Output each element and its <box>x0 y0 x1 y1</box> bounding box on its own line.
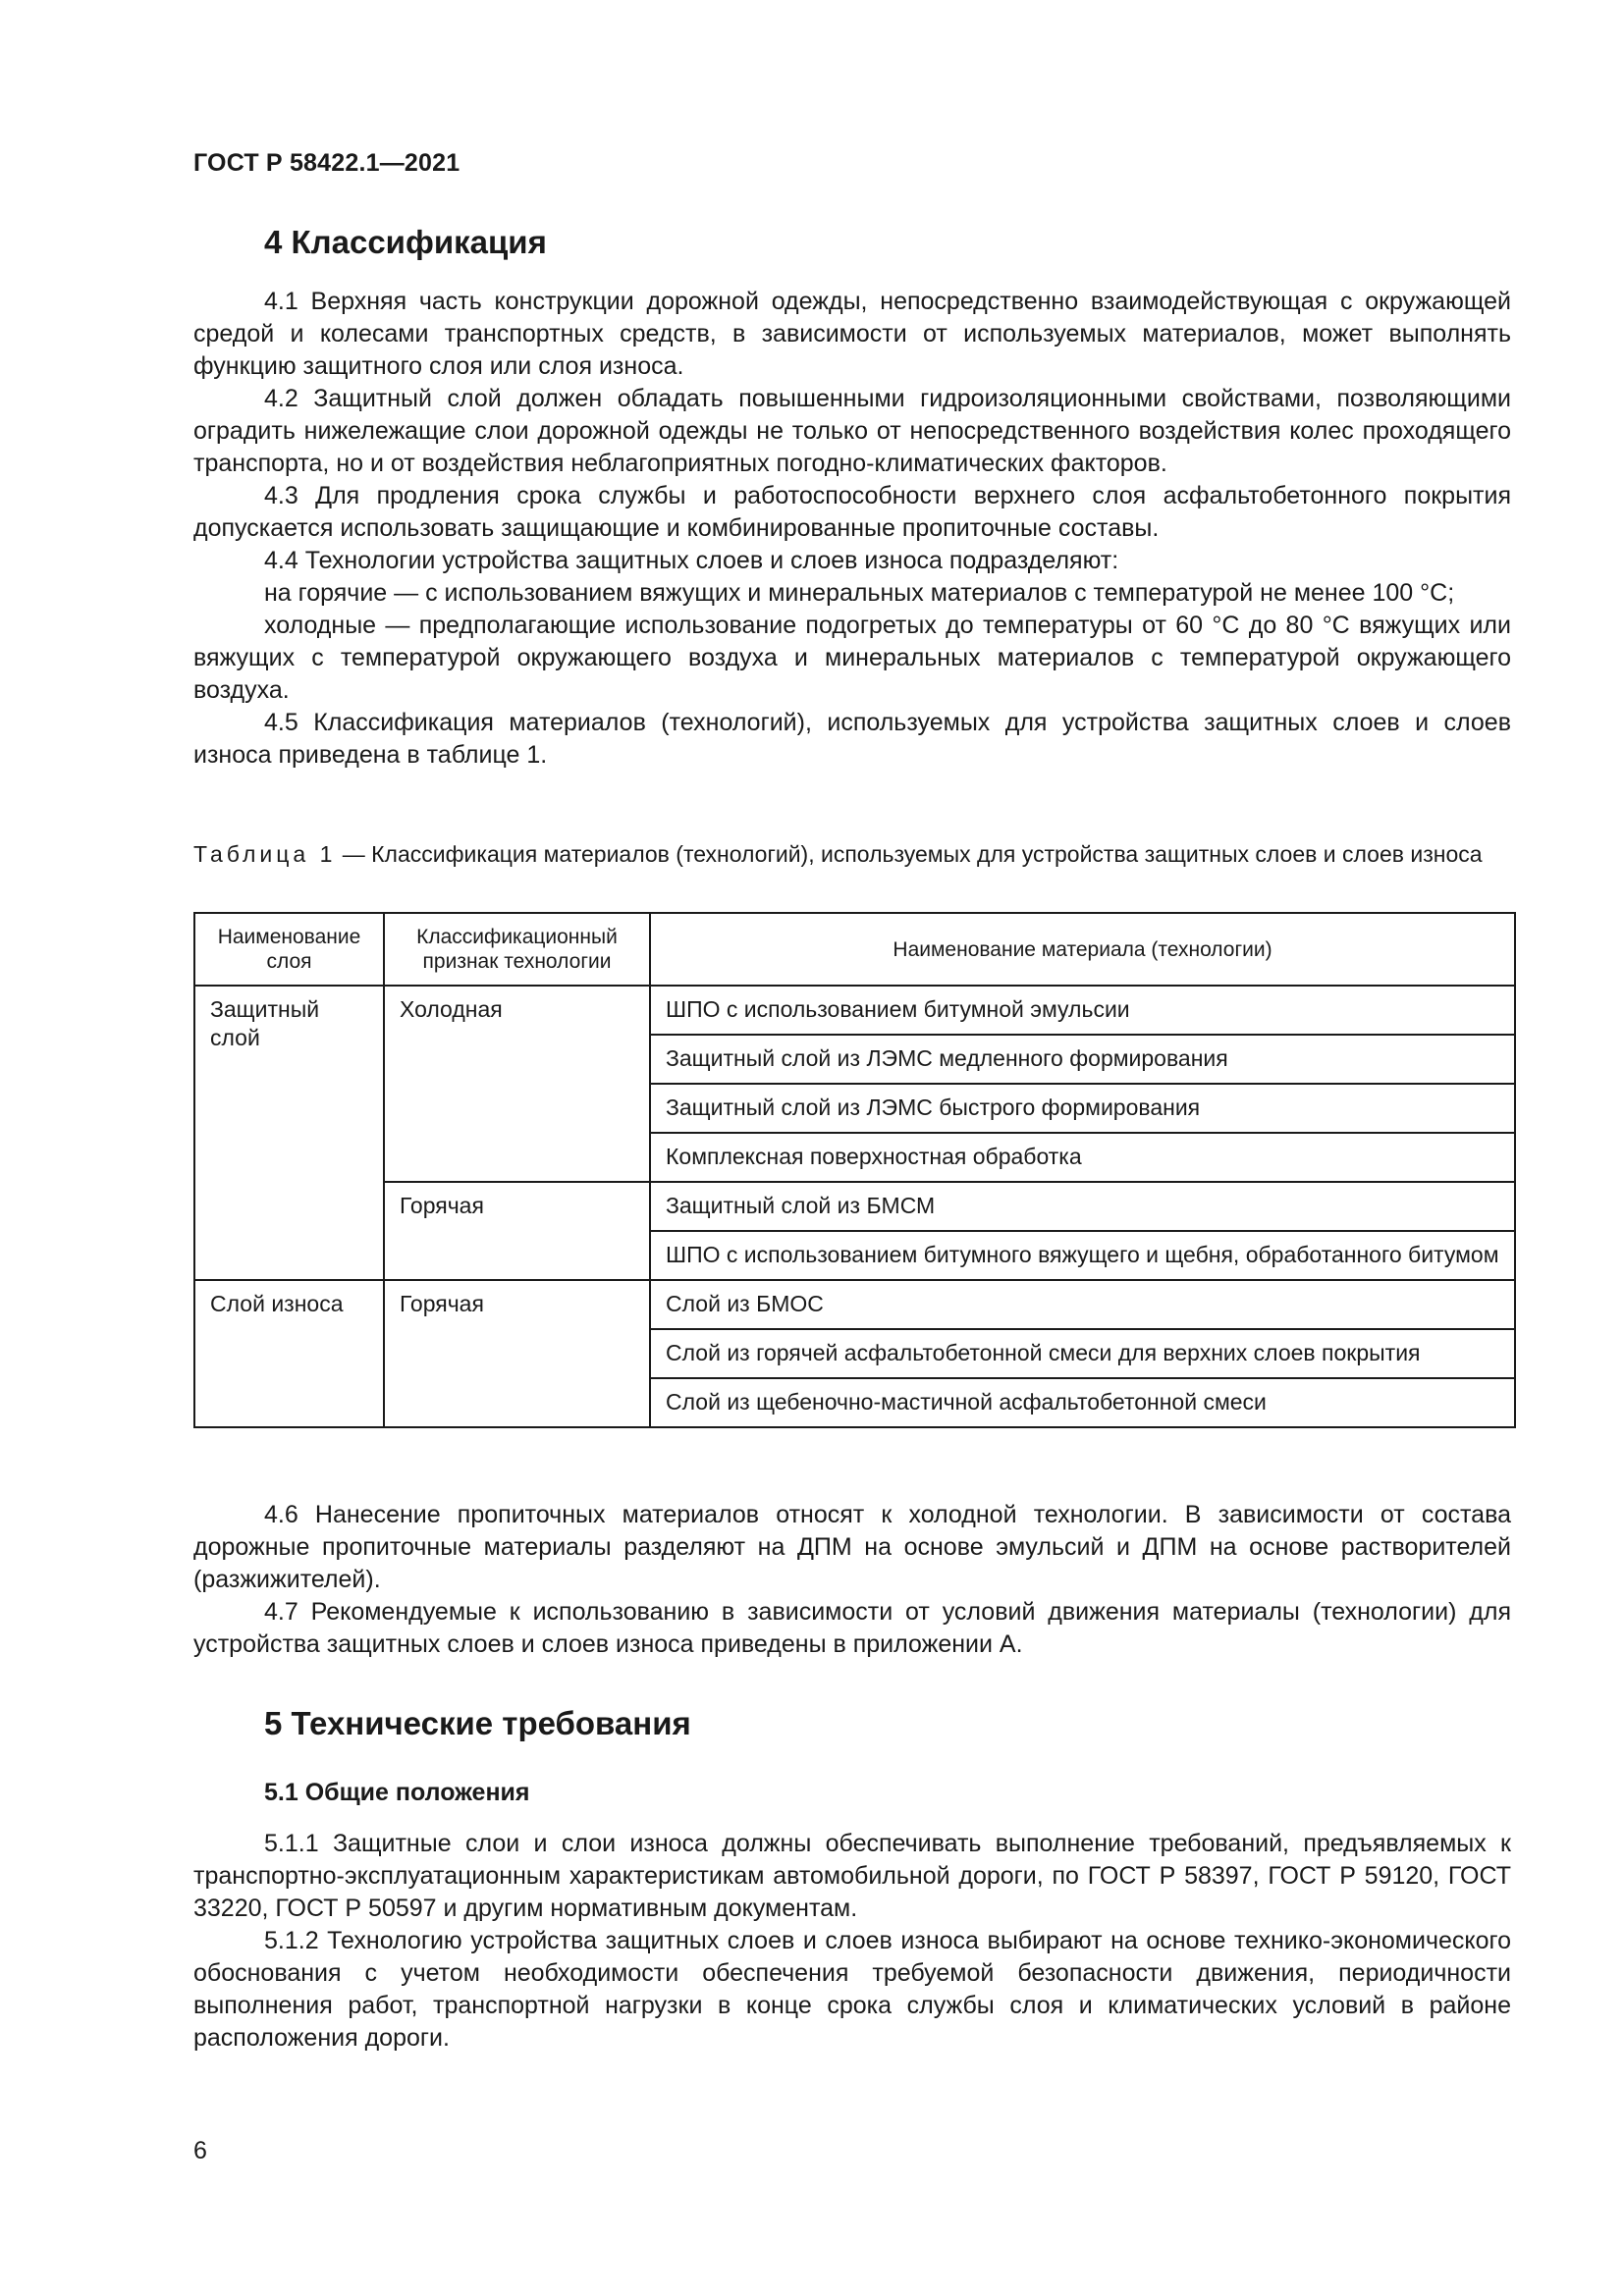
layer-cell-wear: Слой износа <box>194 1280 384 1427</box>
material-cell: Комплексная поверхностная обработка <box>650 1133 1515 1182</box>
tech-cell-cold: Холодная <box>384 986 650 1182</box>
paragraph-4-6: 4.6 Нанесение пропиточных материалов относят к холодной технологии. В зависимости от состава дорожные пропиточные материалы разделяют на ДПМ на основе эмульсий и ДПМ на основе растворителей (разжижителей). <box>193 1501 1511 1593</box>
paragraph-4-7: 4.7 Рекомендуемые к использованию в зависимости от условий движения материалы (технологии) для устройства защитных слоев и слоев износа приведены в приложении А. <box>193 1598 1511 1658</box>
section-4-body <box>193 286 1511 772</box>
paragraph-4-3: 4.3 Для продления срока службы и работоспособности верхнего слоя асфальтобетонного покрытия допускается использовать защищающие и комбинированные пропиточные составы. <box>193 482 1511 542</box>
material-cell: ШПО с использованием битумного вяжущего и щебня, обработанного битумом <box>650 1231 1515 1280</box>
paragraph-5-1-2: 5.1.2 Технологию устройства защитных слоев и слоев износа выбирают на основе технико-экономического обоснования с учетом необходимости обеспечения требуемой безопасности движения, периодичности выполнения работ, транспортной нагрузки в конце срока службы слоя и климатических условий в районе расположения дороги. <box>193 1927 1511 2052</box>
section-5-title: 5 Технические требования <box>264 1705 691 1741</box>
paragraph-4-2: 4.2 Защитный слой должен обладать повышенными гидроизоляционными свойствами, позволяющими оградить нижележащие слои дорожной одежды не только от непосредственного воздействия колес проходящего транспорта, но и от воздействия неблагоприятных погодно-климатических факторов. <box>193 385 1511 477</box>
section-4-title: 4 Классификация <box>264 224 547 260</box>
subsection-5-1-title: 5.1 Общие положения <box>264 1779 530 1806</box>
header-technology: Классификационный признак технологии <box>384 913 650 986</box>
paragraph-4-4: 4.4 Технологии устройства защитных слоев и слоев износа подразделяют: <box>264 547 1119 574</box>
table-caption-label: Таблица 1 <box>193 841 337 867</box>
table-caption-text: — Классификация материалов (технологий), используемых для устройства защитных слоев и слоев износа <box>342 841 1483 867</box>
table-caption <box>193 840 1514 868</box>
table-row <box>194 986 1515 1035</box>
document-header: ГОСТ Р 58422.1—2021 <box>193 149 460 177</box>
paragraph-4-4-cold: холодные — предполагающие использование подогретых до температуры от 60 °С до 80 °С вяжущих или вяжущих с температурой окружающего воздуха и минеральных материалов с температурой окружающего воздуха. <box>193 612 1511 704</box>
material-cell: Слой из БМОС <box>650 1280 1515 1329</box>
section-5-body <box>193 1828 1511 2055</box>
table-row <box>194 1280 1515 1329</box>
tech-cell-hot: Горячая <box>384 1182 650 1280</box>
material-cell: Защитный слой из ЛЭМС медленного формирования <box>650 1035 1515 1084</box>
material-cell: Слой из щебеночно-мастичной асфальтобетонной смеси <box>650 1378 1515 1427</box>
paragraph-4-4-hot: на горячие — с использованием вяжущих и минеральных материалов с температурой не менее 100 °С; <box>264 579 1455 607</box>
material-cell: Защитный слой из БМСМ <box>650 1182 1515 1231</box>
tech-cell-hot: Горячая <box>384 1280 650 1427</box>
table-row <box>194 1182 1515 1231</box>
material-cell: ШПО с использованием битумной эмульсии <box>650 986 1515 1035</box>
header-material: Наименование материала (технологии) <box>650 913 1515 986</box>
table-header-row <box>194 913 1515 986</box>
classification-table <box>193 912 1516 1428</box>
layer-cell-protective: Защитный слой <box>194 986 384 1280</box>
material-cell: Слой из горячей асфальтобетонной смеси для верхних слоев покрытия <box>650 1329 1515 1378</box>
paragraph-5-1-1: 5.1.1 Защитные слои и слои износа должны обеспечивать выполнение требований, предъявляемых к транспортно-эксплуатационным характеристикам автомобильной дороги, по ГОСТ Р 58397, ГОСТ Р 59120, ГОСТ 33220, ГОСТ Р 50597 и другим нормативным документам. <box>193 1830 1511 1922</box>
paragraph-4-5: 4.5 Классификация материалов (технологий), используемых для устройства защитных слоев и слоев износа приведена в таблице 1. <box>193 709 1511 769</box>
paragraph-4-1: 4.1 Верхняя часть конструкции дорожной одежды, непосредственно взаимодействующая с окружающей средой и колесами транспортных средств, в зависимости от используемых материалов, может выполнять функцию защитного слоя или слоя износа. <box>193 288 1511 380</box>
header-layer: Наименование слоя <box>194 913 384 986</box>
page-number: 6 <box>193 2137 207 2164</box>
section-4-body-continued <box>193 1499 1511 1661</box>
material-cell: Защитный слой из ЛЭМС быстрого формирования <box>650 1084 1515 1133</box>
